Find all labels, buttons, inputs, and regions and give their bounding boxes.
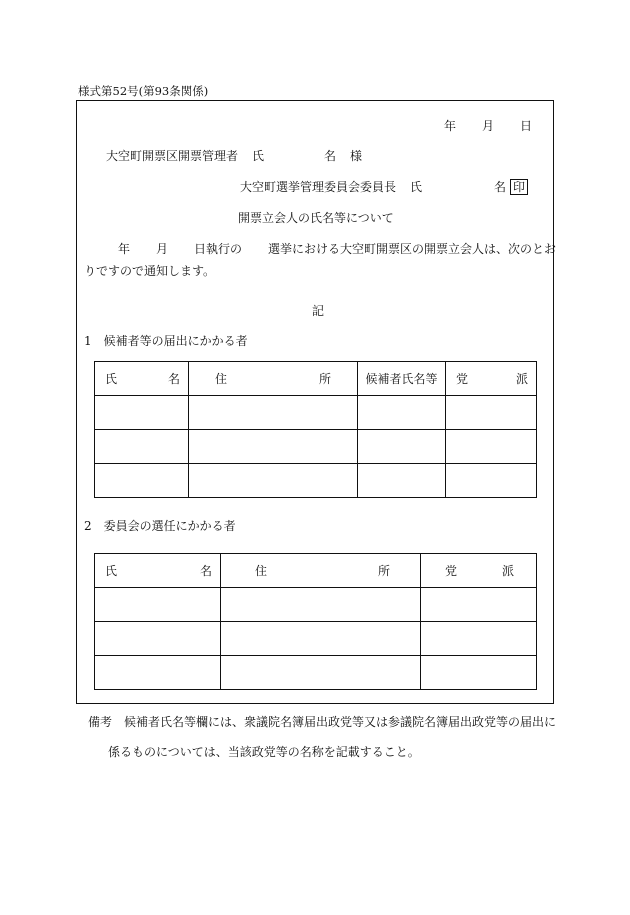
- body-text-1: 選挙における大空町開票区の開票立会人は、次のとお: [268, 242, 557, 256]
- addressee-sama: 様: [350, 149, 363, 163]
- subject-line: 開票立会人の氏名等について: [238, 211, 394, 225]
- body-line-1: [118, 240, 556, 257]
- body-year: 年: [118, 242, 131, 256]
- sender-title: 大空町選挙管理委員会委員長: [240, 180, 397, 194]
- table-cell[interactable]: [95, 588, 221, 622]
- addressee-mei: 名: [324, 149, 337, 163]
- table-cell[interactable]: [421, 656, 537, 690]
- table-cell[interactable]: [221, 622, 421, 656]
- table-cell[interactable]: [421, 588, 537, 622]
- table-cell[interactable]: [421, 622, 537, 656]
- addressee-title: 大空町開票区開票管理者: [106, 149, 239, 163]
- table-cell[interactable]: [221, 656, 421, 690]
- section-2-heading: 2 委員会の選任にかかる者: [84, 519, 236, 533]
- sender-mei: 名: [494, 180, 507, 194]
- table-cell[interactable]: [95, 656, 221, 690]
- table-header-row: [95, 554, 537, 588]
- note-line-2: 係るものについては、当該政党等の名称を記載すること。: [108, 745, 420, 759]
- header-address: 住 所: [189, 362, 358, 396]
- header-candidate: 候補者氏名等: [358, 362, 446, 396]
- header-name: 氏 名: [95, 554, 221, 588]
- table-cell[interactable]: [189, 396, 358, 430]
- table-cell[interactable]: [95, 622, 221, 656]
- header-name: 氏 名: [95, 362, 189, 396]
- table-cell[interactable]: [221, 588, 421, 622]
- form-number-label: 様式第52号(第93条関係): [78, 84, 209, 98]
- table-row: [95, 430, 537, 464]
- table-cell[interactable]: [189, 464, 358, 498]
- section-1-heading: 1 候補者等の届出にかかる者: [84, 334, 248, 348]
- table-row: [95, 622, 537, 656]
- table-cell[interactable]: [189, 430, 358, 464]
- table-cell[interactable]: [446, 396, 537, 430]
- date-year: 年: [444, 119, 457, 133]
- table-cell[interactable]: [446, 430, 537, 464]
- sender-line: [240, 178, 528, 195]
- table-cell[interactable]: [446, 464, 537, 498]
- seal-mark: 印: [510, 179, 528, 195]
- note-line-1: 備考 候補者氏名等欄には、衆議院名簿届出政党等又は参議院名簿届出政党等の届出に: [88, 715, 557, 729]
- table-cell[interactable]: [95, 464, 189, 498]
- header-address: 住 所: [221, 554, 421, 588]
- body-line-2: りですので通知します。: [84, 264, 216, 278]
- table-row: [95, 656, 537, 690]
- body-day: 日執行の: [194, 242, 243, 256]
- sender-shi: 氏: [410, 180, 423, 194]
- table-cell[interactable]: [358, 430, 446, 464]
- date-month: 月: [482, 119, 495, 133]
- header-party: 党 派: [421, 554, 537, 588]
- addressee-line: [106, 147, 362, 164]
- table-cell[interactable]: [95, 396, 189, 430]
- header-party: 党 派: [446, 362, 537, 396]
- table-row: [95, 588, 537, 622]
- table-cell[interactable]: [358, 464, 446, 498]
- table-row: [95, 396, 537, 430]
- table-row: [95, 464, 537, 498]
- candidate-table: [94, 361, 537, 498]
- ki-heading: 記: [312, 304, 325, 318]
- table-cell[interactable]: [95, 430, 189, 464]
- body-month: 月: [156, 242, 169, 256]
- addressee-shi: 氏: [252, 149, 265, 163]
- table-cell[interactable]: [358, 396, 446, 430]
- date-day: 日: [520, 119, 533, 133]
- table-header-row: [95, 362, 537, 396]
- committee-table: [94, 553, 537, 690]
- date-line: [444, 117, 532, 134]
